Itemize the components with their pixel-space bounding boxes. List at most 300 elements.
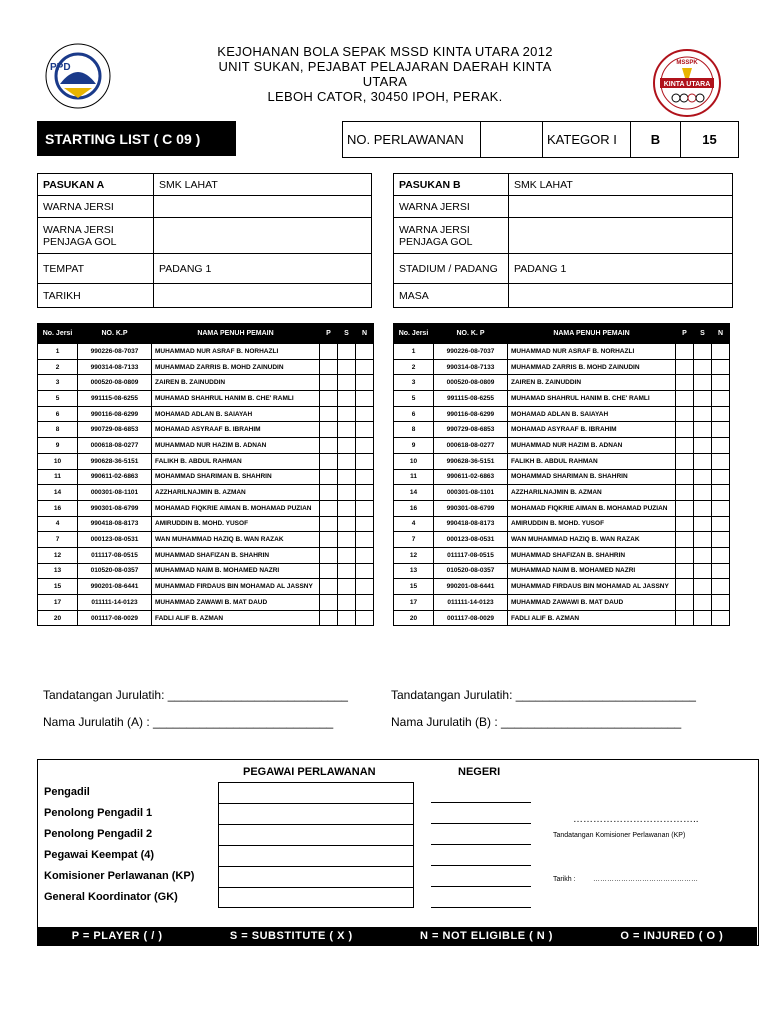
player-n-cell bbox=[356, 485, 374, 501]
player-p-cell bbox=[320, 532, 338, 548]
player-n-cell bbox=[712, 406, 730, 422]
player-n-cell bbox=[712, 438, 730, 454]
player-name: MUHAMMAD FIRDAUS BIN MOHAMAD AL JASSNY bbox=[508, 579, 676, 595]
player-name: MUHAMMAD ZARRIS B. MOHD ZAINUDIN bbox=[152, 359, 320, 375]
tarikh-a-value bbox=[154, 284, 372, 308]
player-kp: 010520-08-0357 bbox=[78, 563, 152, 579]
player-p-cell bbox=[320, 547, 338, 563]
player-n-cell bbox=[712, 391, 730, 407]
player-jersi: 7 bbox=[38, 532, 78, 548]
player-p-cell bbox=[676, 547, 694, 563]
player-kp: 990729-08-6853 bbox=[434, 422, 508, 438]
player-p-cell bbox=[320, 516, 338, 532]
svg-text:MSSPK: MSSPK bbox=[676, 60, 698, 66]
player-p-cell bbox=[320, 359, 338, 375]
pegawai-perlawanan-heading: PEGAWAI PERLAWANAN bbox=[243, 766, 376, 778]
player-n-cell bbox=[712, 422, 730, 438]
player-kp: 000123-08-0531 bbox=[434, 532, 508, 548]
player-n-cell bbox=[356, 579, 374, 595]
no-perlawanan-label: NO. PERLAWANAN bbox=[343, 122, 481, 158]
player-p-cell bbox=[320, 344, 338, 360]
player-kp: 000301-08-1101 bbox=[434, 485, 508, 501]
team-a-info bbox=[37, 173, 372, 308]
player-n-cell bbox=[356, 563, 374, 579]
nama-jurulatih-a: Nama Jurulatih (A) : ___________________________ bbox=[43, 715, 334, 729]
header-line-2: UNIT SUKAN, PEJABAT PELAJARAN DAERAH KINTA bbox=[218, 59, 552, 74]
tarikh-a-label: TARIKH bbox=[38, 284, 154, 308]
player-row bbox=[394, 406, 730, 422]
player-s-cell bbox=[694, 579, 712, 595]
player-s-cell bbox=[338, 516, 356, 532]
player-jersi: 13 bbox=[394, 563, 434, 579]
player-kp: 990116-08-6299 bbox=[78, 406, 152, 422]
player-jersi: 7 bbox=[394, 532, 434, 548]
player-n-cell bbox=[356, 406, 374, 422]
stadium-b-label: STADIUM / PADANG bbox=[394, 254, 509, 284]
player-row bbox=[38, 579, 374, 595]
player-row bbox=[38, 453, 374, 469]
player-jersi: 14 bbox=[38, 485, 78, 501]
player-name: MOHAMMAD SHARIMAN B. SHAHRIN bbox=[152, 469, 320, 485]
player-s-cell bbox=[694, 500, 712, 516]
player-name: ZAIREN B. ZAINUDDIN bbox=[152, 375, 320, 391]
player-kp: 011117-08-0515 bbox=[434, 547, 508, 563]
player-kp: 990116-08-6299 bbox=[434, 406, 508, 422]
role-penolong-1: Penolong Pengadil 1 bbox=[44, 807, 153, 819]
player-name: MOHAMAD ADLAN B. SAIAYAH bbox=[152, 406, 320, 422]
col-p: P bbox=[320, 324, 338, 344]
col-n: N bbox=[356, 324, 374, 344]
player-row bbox=[394, 516, 730, 532]
player-row bbox=[38, 485, 374, 501]
player-p-cell bbox=[676, 359, 694, 375]
player-name: MUHAMMAD NUR HAZIM B. ADNAN bbox=[508, 438, 676, 454]
kategori-value: B bbox=[631, 122, 681, 158]
player-s-cell bbox=[694, 485, 712, 501]
player-row bbox=[394, 359, 730, 375]
player-s-cell bbox=[338, 532, 356, 548]
team-b-info bbox=[393, 173, 733, 308]
player-name: MUHAMMAD ZAWAWI B. MAT DAUD bbox=[152, 595, 320, 611]
col-nama: NAMA PENUH PEMAIN bbox=[152, 324, 320, 344]
player-name: MUHAMMAD SHAFIZAN B. SHAHRIN bbox=[152, 547, 320, 563]
player-s-cell bbox=[694, 547, 712, 563]
player-kp: 000123-08-0531 bbox=[78, 532, 152, 548]
player-s-cell bbox=[338, 610, 356, 626]
player-n-cell bbox=[356, 422, 374, 438]
player-row bbox=[38, 563, 374, 579]
masa-b-label: MASA bbox=[394, 284, 509, 308]
player-n-cell bbox=[712, 595, 730, 611]
status-legend bbox=[38, 927, 757, 945]
player-p-cell bbox=[320, 406, 338, 422]
player-row bbox=[38, 595, 374, 611]
col-jersi: No. Jersi bbox=[38, 324, 78, 344]
player-row bbox=[394, 610, 730, 626]
player-p-cell bbox=[676, 453, 694, 469]
player-n-cell bbox=[712, 344, 730, 360]
player-p-cell bbox=[676, 391, 694, 407]
player-n-cell bbox=[712, 469, 730, 485]
player-row bbox=[38, 422, 374, 438]
player-p-cell bbox=[676, 406, 694, 422]
player-p-cell bbox=[320, 579, 338, 595]
player-n-cell bbox=[356, 453, 374, 469]
player-name: MOHAMAD FIQKRIE AIMAN B. MOHAMAD PUZIAN bbox=[508, 500, 676, 516]
player-n-cell bbox=[356, 438, 374, 454]
player-s-cell bbox=[338, 422, 356, 438]
player-row bbox=[394, 422, 730, 438]
player-kp: 001117-08-0029 bbox=[434, 610, 508, 626]
player-kp: 000618-08-0277 bbox=[78, 438, 152, 454]
role-penolong-2: Penolong Pengadil 2 bbox=[44, 828, 153, 840]
gol-b-label: WARNA JERSI PENJAGA GOL bbox=[394, 218, 509, 254]
player-name: MOHAMAD ASYRAAF B. IBRAHIM bbox=[152, 422, 320, 438]
player-row bbox=[38, 359, 374, 375]
pasukan-a-value: SMK LAHAT bbox=[154, 174, 372, 196]
officials-section bbox=[37, 759, 759, 946]
gol-b-value bbox=[509, 218, 733, 254]
svg-text:PPD: PPD bbox=[50, 62, 71, 73]
player-jersi: 3 bbox=[394, 375, 434, 391]
player-n-cell bbox=[356, 610, 374, 626]
player-n-cell bbox=[712, 485, 730, 501]
masa-b-value bbox=[509, 284, 733, 308]
player-kp: 990201-08-6441 bbox=[78, 579, 152, 595]
player-row bbox=[38, 516, 374, 532]
mssd-kinta-utara-logo bbox=[652, 48, 722, 118]
jersi-b-value bbox=[509, 196, 733, 218]
player-kp: 991115-08-6255 bbox=[434, 391, 508, 407]
player-p-cell bbox=[676, 532, 694, 548]
player-row bbox=[394, 579, 730, 595]
player-p-cell bbox=[676, 610, 694, 626]
no-perlawanan-value bbox=[481, 122, 543, 158]
team-a-player-table bbox=[37, 323, 374, 626]
player-s-cell bbox=[694, 375, 712, 391]
player-name: AZZHARILNAJMIN B. AZMAN bbox=[508, 485, 676, 501]
player-row bbox=[38, 469, 374, 485]
player-s-cell bbox=[694, 406, 712, 422]
player-s-cell bbox=[694, 595, 712, 611]
col-kp: NO. K.P bbox=[78, 324, 152, 344]
player-name: WAN MUHAMMAD HAZIQ B. WAN RAZAK bbox=[508, 532, 676, 548]
player-p-cell bbox=[676, 500, 694, 516]
player-jersi: 3 bbox=[38, 375, 78, 391]
tempat-a-label: TEMPAT bbox=[38, 254, 154, 284]
player-jersi: 17 bbox=[394, 595, 434, 611]
player-n-cell bbox=[356, 532, 374, 548]
player-s-cell bbox=[694, 610, 712, 626]
player-jersi: 20 bbox=[394, 610, 434, 626]
legend-injured: O = INJURED ( O ) bbox=[620, 930, 724, 942]
player-row bbox=[394, 375, 730, 391]
svg-text:KINTA UTARA: KINTA UTARA bbox=[663, 81, 711, 88]
player-kp: 990201-08-6441 bbox=[434, 579, 508, 595]
player-p-cell bbox=[676, 485, 694, 501]
player-kp: 001117-08-0029 bbox=[78, 610, 152, 626]
player-s-cell bbox=[338, 359, 356, 375]
player-p-cell bbox=[676, 375, 694, 391]
player-name: MUHAMMAD NUR ASRAF B. NORHAZLI bbox=[152, 344, 320, 360]
player-kp: 990418-08-8173 bbox=[434, 516, 508, 532]
player-row bbox=[394, 532, 730, 548]
player-jersi: 5 bbox=[394, 391, 434, 407]
player-n-cell bbox=[356, 516, 374, 532]
player-s-cell bbox=[694, 453, 712, 469]
player-p-cell bbox=[320, 453, 338, 469]
player-n-cell bbox=[356, 344, 374, 360]
player-jersi: 4 bbox=[38, 516, 78, 532]
gol-a-value bbox=[154, 218, 372, 254]
player-name: FALIKH B. ABDUL RAHMAN bbox=[508, 453, 676, 469]
player-s-cell bbox=[694, 532, 712, 548]
negeri-line-2 bbox=[431, 823, 531, 824]
player-n-cell bbox=[712, 500, 730, 516]
player-jersi: 1 bbox=[394, 344, 434, 360]
player-p-cell bbox=[320, 595, 338, 611]
player-name: FADLI ALIF B. AZMAN bbox=[152, 610, 320, 626]
player-row bbox=[394, 438, 730, 454]
player-s-cell bbox=[338, 344, 356, 360]
player-name: MUHAMMAD NUR ASRAF B. NORHAZLI bbox=[508, 344, 676, 360]
player-p-cell bbox=[320, 500, 338, 516]
player-s-cell bbox=[338, 453, 356, 469]
player-s-cell bbox=[338, 469, 356, 485]
player-row bbox=[38, 500, 374, 516]
player-jersi: 13 bbox=[38, 563, 78, 579]
player-kp: 990729-08-6853 bbox=[78, 422, 152, 438]
player-n-cell bbox=[356, 469, 374, 485]
pasukan-b-value: SMK LAHAT bbox=[509, 174, 733, 196]
player-p-cell bbox=[676, 563, 694, 579]
negeri-line-5 bbox=[431, 886, 531, 887]
player-s-cell bbox=[338, 500, 356, 516]
player-p-cell bbox=[320, 438, 338, 454]
player-jersi: 4 bbox=[394, 516, 434, 532]
tandatangan-jurulatih-b: Tandatangan Jurulatih: ___________________________ bbox=[391, 688, 696, 702]
pasukan-b-label: PASUKAN B bbox=[394, 174, 509, 196]
player-s-cell bbox=[694, 469, 712, 485]
negeri-line-3 bbox=[431, 844, 531, 845]
header-line-1: KEJOHANAN BOLA SEPAK MSSD KINTA UTARA 2012 bbox=[217, 44, 553, 59]
player-row bbox=[38, 547, 374, 563]
player-s-cell bbox=[338, 485, 356, 501]
player-jersi: 12 bbox=[394, 547, 434, 563]
player-row bbox=[394, 344, 730, 360]
player-s-cell bbox=[338, 406, 356, 422]
player-kp: 990628-36-5151 bbox=[434, 453, 508, 469]
player-jersi: 17 bbox=[38, 595, 78, 611]
player-kp: 000520-08-0809 bbox=[78, 375, 152, 391]
player-jersi: 11 bbox=[38, 469, 78, 485]
jersi-a-value bbox=[154, 196, 372, 218]
player-kp: 991115-08-6255 bbox=[78, 391, 152, 407]
player-row bbox=[38, 610, 374, 626]
player-n-cell bbox=[712, 516, 730, 532]
player-row bbox=[38, 438, 374, 454]
match-number: 15 bbox=[681, 122, 739, 158]
team-b-player-table bbox=[393, 323, 730, 626]
player-jersi: 5 bbox=[38, 391, 78, 407]
player-p-cell bbox=[676, 438, 694, 454]
player-name: MUHAMMAD ZAWAWI B. MAT DAUD bbox=[508, 595, 676, 611]
player-n-cell bbox=[712, 563, 730, 579]
player-p-cell bbox=[676, 469, 694, 485]
player-row bbox=[394, 563, 730, 579]
player-p-cell bbox=[320, 422, 338, 438]
player-p-cell bbox=[320, 375, 338, 391]
player-s-cell bbox=[694, 516, 712, 532]
kategori-label: KATEGOR I bbox=[543, 122, 631, 158]
player-kp: 990226-08-7037 bbox=[434, 344, 508, 360]
player-name: MOHAMAD ADLAN B. SAIAYAH bbox=[508, 406, 676, 422]
player-jersi: 10 bbox=[38, 453, 78, 469]
player-kp: 990611-02-6863 bbox=[78, 469, 152, 485]
nama-jurulatih-b: Nama Jurulatih (B) : ___________________________ bbox=[391, 715, 682, 729]
player-jersi: 14 bbox=[394, 485, 434, 501]
player-s-cell bbox=[694, 359, 712, 375]
player-row bbox=[38, 391, 374, 407]
player-kp: 010520-08-0357 bbox=[434, 563, 508, 579]
player-s-cell bbox=[338, 563, 356, 579]
player-p-cell bbox=[676, 422, 694, 438]
header-line-3: UTARA bbox=[362, 74, 408, 89]
player-jersi: 10 bbox=[394, 453, 434, 469]
player-name: MUHAMAD SHAHRUL HANIM B. CHE' RAMLI bbox=[508, 391, 676, 407]
document-header bbox=[190, 44, 580, 104]
player-kp: 000301-08-1101 bbox=[78, 485, 152, 501]
negeri-line-6 bbox=[431, 907, 531, 908]
player-n-cell bbox=[712, 453, 730, 469]
player-name: WAN MUHAMMAD HAZIQ B. WAN RAZAK bbox=[152, 532, 320, 548]
role-koordinator: General Koordinator (GK) bbox=[44, 891, 178, 903]
player-p-cell bbox=[320, 391, 338, 407]
player-jersi: 1 bbox=[38, 344, 78, 360]
player-p-cell bbox=[676, 595, 694, 611]
player-s-cell bbox=[338, 375, 356, 391]
player-n-cell bbox=[712, 532, 730, 548]
starting-list-title: STARTING LIST ( C 09 ) bbox=[37, 121, 236, 156]
player-jersi: 8 bbox=[38, 422, 78, 438]
player-n-cell bbox=[712, 375, 730, 391]
player-row bbox=[394, 469, 730, 485]
tempat-a-value: PADANG 1 bbox=[154, 254, 372, 284]
player-kp: 011111-14-0123 bbox=[78, 595, 152, 611]
player-p-cell bbox=[676, 516, 694, 532]
player-jersi: 15 bbox=[38, 579, 78, 595]
player-p-cell bbox=[676, 579, 694, 595]
player-row bbox=[38, 406, 374, 422]
officials-name-box bbox=[218, 782, 414, 908]
col-jersi: No. Jersi bbox=[394, 324, 434, 344]
player-name: FADLI ALIF B. AZMAN bbox=[508, 610, 676, 626]
legend-not-eligible: N = NOT ELIGIBLE ( N ) bbox=[420, 930, 553, 942]
legend-player: P = PLAYER ( / ) bbox=[71, 930, 163, 942]
player-jersi: 2 bbox=[38, 359, 78, 375]
col-nama: NAMA PENUH PEMAIN bbox=[508, 324, 676, 344]
player-s-cell bbox=[338, 391, 356, 407]
player-s-cell bbox=[338, 579, 356, 595]
player-p-cell bbox=[676, 344, 694, 360]
stadium-b-value: PADANG 1 bbox=[509, 254, 733, 284]
player-s-cell bbox=[694, 422, 712, 438]
player-s-cell bbox=[338, 595, 356, 611]
player-name: ZAIREN B. ZAINUDDIN bbox=[508, 375, 676, 391]
header-line-4: LEBOH CATOR, 30450 IPOH, PERAK. bbox=[267, 89, 503, 104]
player-jersi: 16 bbox=[394, 500, 434, 516]
player-p-cell bbox=[320, 469, 338, 485]
role-pegawai-keempat: Pegawai Keempat (4) bbox=[44, 849, 155, 861]
negeri-line-4 bbox=[431, 865, 531, 866]
player-row bbox=[394, 391, 730, 407]
kp-signature-dots: ……………………………….. bbox=[573, 814, 699, 825]
player-row bbox=[394, 485, 730, 501]
col-s: S bbox=[338, 324, 356, 344]
tarikh-label: Tarikh : bbox=[553, 876, 576, 883]
role-komisioner: Komisioner Perlawanan (KP) bbox=[44, 870, 195, 882]
player-s-cell bbox=[694, 344, 712, 360]
player-kp: 000520-08-0809 bbox=[434, 375, 508, 391]
player-kp: 000618-08-0277 bbox=[434, 438, 508, 454]
player-p-cell bbox=[320, 610, 338, 626]
player-n-cell bbox=[712, 359, 730, 375]
player-kp: 990301-08-6799 bbox=[78, 500, 152, 516]
tarikh-dots: ……………………………………… bbox=[593, 876, 698, 883]
player-jersi: 2 bbox=[394, 359, 434, 375]
col-kp: NO. K. P bbox=[434, 324, 508, 344]
player-s-cell bbox=[338, 438, 356, 454]
kp-signature-label: Tandatangan Komisioner Perlawanan (KP) bbox=[553, 832, 686, 839]
player-row bbox=[394, 453, 730, 469]
gol-a-label: WARNA JERSI PENJAGA GOL bbox=[38, 218, 154, 254]
player-jersi: 20 bbox=[38, 610, 78, 626]
player-kp: 990314-08-7133 bbox=[78, 359, 152, 375]
player-n-cell bbox=[356, 375, 374, 391]
player-name: MUHAMMAD SHAFIZAN B. SHAHRIN bbox=[508, 547, 676, 563]
player-name: MUHAMMAD NUR HAZIM B. ADNAN bbox=[152, 438, 320, 454]
player-kp: 990301-08-6799 bbox=[434, 500, 508, 516]
player-jersi: 15 bbox=[394, 579, 434, 595]
player-s-cell bbox=[694, 438, 712, 454]
legend-substitute: S = SUBSTITUTE ( X ) bbox=[229, 930, 353, 942]
player-kp: 990418-08-8173 bbox=[78, 516, 152, 532]
player-kp: 990611-02-6863 bbox=[434, 469, 508, 485]
player-kp: 011111-14-0123 bbox=[434, 595, 508, 611]
player-name: MUHAMAD SHAHRUL HANIM B. CHE' RAMLI bbox=[152, 391, 320, 407]
player-jersi: 9 bbox=[38, 438, 78, 454]
ppd-logo bbox=[38, 40, 118, 110]
match-info-table bbox=[342, 121, 739, 158]
player-jersi: 16 bbox=[38, 500, 78, 516]
player-n-cell bbox=[356, 547, 374, 563]
col-n: N bbox=[712, 324, 730, 344]
player-jersi: 8 bbox=[394, 422, 434, 438]
player-s-cell bbox=[694, 563, 712, 579]
player-n-cell bbox=[712, 579, 730, 595]
player-kp: 990314-08-7133 bbox=[434, 359, 508, 375]
player-s-cell bbox=[694, 391, 712, 407]
player-row bbox=[38, 375, 374, 391]
player-row bbox=[38, 532, 374, 548]
player-n-cell bbox=[712, 610, 730, 626]
role-pengadil: Pengadil bbox=[44, 786, 90, 798]
negeri-line-1 bbox=[431, 802, 531, 803]
player-p-cell bbox=[320, 485, 338, 501]
player-name: MUHAMMAD NAIM B. MOHAMED NAZRI bbox=[152, 563, 320, 579]
player-n-cell bbox=[356, 595, 374, 611]
player-row bbox=[38, 344, 374, 360]
